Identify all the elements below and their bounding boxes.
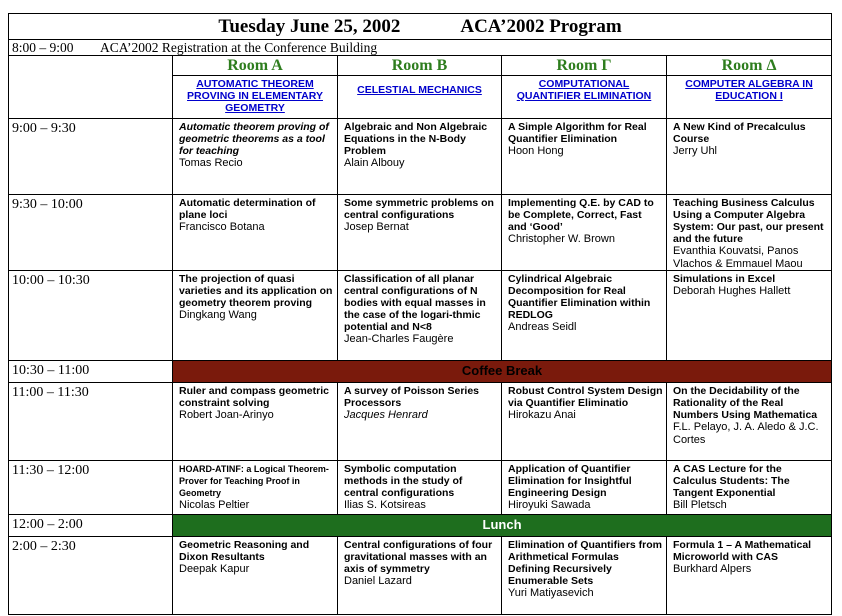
time-slot-label: 2:00 – 2:30 <box>9 537 173 615</box>
talk-author: Evanthia Kouvatsi, Panos Vlachos & Emmauel Maou <box>673 245 803 270</box>
talk-title: Application of Quantifier Elimination for Insightful Engineering Design <box>508 463 632 500</box>
talk-cell <box>173 537 338 615</box>
track-link-quantifier-elimination[interactable]: COMPUTATIONAL QUANTIFIER ELIMINATION <box>516 78 652 102</box>
talk-author: Jacques Henrard <box>344 409 428 422</box>
talk-author: Hiroyuki Sawada <box>508 499 591 512</box>
talk-title: The projection of quasi varieties and its application on geometry theorem proving <box>179 273 333 310</box>
talk-title: Simulations in Excel <box>673 273 776 285</box>
talk-author: Deepak Kapur <box>179 563 250 576</box>
program-table <box>8 13 832 615</box>
talk-cell <box>667 383 832 461</box>
registration-text: ACA’2002 Registration at the Conference Building <box>100 40 378 55</box>
talk-author: Tomas Recio <box>179 157 243 170</box>
talk-cell <box>667 195 832 271</box>
track-link-theorem-proving[interactable]: AUTOMATIC THEOREM PROVING IN ELEMENTARY GEOMETRY <box>187 78 323 114</box>
registration-time: 8:00 – 9:00 <box>12 40 74 55</box>
talk-cell <box>502 461 667 515</box>
talk-title: Elimination of Quantifiers from Arithmetical Formulas Defining Recursively Enumerable Sets <box>508 539 663 588</box>
empty-corner-cell <box>9 56 173 119</box>
talk-author: Andreas Seidl <box>508 321 577 334</box>
talk-cell <box>502 383 667 461</box>
talk-cell <box>338 119 502 195</box>
talk-cell <box>173 119 338 195</box>
lunch-break-banner: Lunch <box>173 515 832 537</box>
time-slot-row <box>9 271 832 361</box>
talk-title: Cylindrical Algebraic Decomposition for Real Quantifier Elimination within REDLOG <box>508 273 651 322</box>
talk-title: Central configurations of four gravitational masses with an axis of symmetry <box>344 539 493 576</box>
talk-author: Alain Albouy <box>344 157 405 170</box>
talk-author: Bill Pletsch <box>673 499 727 512</box>
talk-cell <box>667 461 832 515</box>
talk-title: HOARD-ATINF: a Logical Theorem-Prover for Teaching Proof in Geometry <box>179 464 329 499</box>
talk-author: Hoon Hong <box>508 145 564 158</box>
time-slot-row <box>9 195 832 271</box>
talk-cell <box>173 383 338 461</box>
time-slot-label: 9:00 – 9:30 <box>9 119 173 195</box>
talk-title: Some symmetric problems on central configurations <box>344 197 494 222</box>
talk-author: Hirokazu Anai <box>508 409 576 422</box>
time-slot-row <box>9 461 832 515</box>
time-slot-label: 9:30 – 10:00 <box>9 195 173 271</box>
talk-cell <box>502 119 667 195</box>
room-header-gamma: Room Γ <box>502 56 667 76</box>
talk-cell <box>338 271 502 361</box>
talk-title: Formula 1 – A Mathematical Microworld with CAS <box>673 539 812 564</box>
talk-author: Francisco Botana <box>179 221 265 234</box>
break-row <box>9 361 832 383</box>
room-header-delta: Room Δ <box>667 56 832 76</box>
track-link-celestial-mechanics[interactable]: CELESTIAL MECHANICS <box>357 84 482 96</box>
talk-title: Automatic theorem proving of geometric theorems as a tool for teaching <box>179 121 329 158</box>
track-cell <box>338 76 502 119</box>
talk-cell <box>173 461 338 515</box>
talk-title: A survey of Poisson Series Processors <box>344 385 479 410</box>
talk-author: Deborah Hughes Hallett <box>673 285 791 298</box>
date-heading: Tuesday June 25, 2002 <box>218 16 401 37</box>
talk-author: Dingkang Wang <box>179 309 257 322</box>
talk-title: On the Decidability of the Rationality of the Real Numbers Using Mathematica <box>673 385 818 422</box>
talk-cell <box>338 537 502 615</box>
room-header-a: Room A <box>173 56 338 76</box>
talk-cell <box>173 195 338 271</box>
talk-author: F.L. Pelayo, J. A. Aledo & J.C. Cortes <box>673 421 819 446</box>
talk-title: Implementing Q.E. by CAD to be Complete, Correct, Fast and ‘Good’ <box>508 197 654 234</box>
talk-title: Classification of all planar central configurations of N bodies with equal masses in the case of the logari-thmic potential and N<8 <box>344 273 486 334</box>
talk-title: Ruler and compass geometric constraint solving <box>179 385 329 410</box>
time-slot-label: 12:00 – 2:00 <box>9 515 173 537</box>
talk-cell <box>667 271 832 361</box>
talk-author: Robert Joan-Arinyo <box>179 409 274 422</box>
talk-author: Yuri Matiyasevich <box>508 587 594 600</box>
time-slot-label: 10:00 – 10:30 <box>9 271 173 361</box>
time-slot-row <box>9 383 832 461</box>
talk-cell <box>173 271 338 361</box>
talk-cell <box>502 271 667 361</box>
talk-cell <box>502 537 667 615</box>
talk-title: A Simple Algorithm for Real Quantifier Elimination <box>508 121 647 146</box>
talk-cell <box>338 195 502 271</box>
talk-author: Jerry Uhl <box>673 145 718 158</box>
time-slot-row <box>9 119 832 195</box>
registration-row <box>9 40 832 56</box>
talk-cell <box>502 195 667 271</box>
page-title <box>9 14 832 40</box>
talk-title: Automatic determination of plane loci <box>179 197 316 222</box>
program-heading: ACA’2002 Program <box>460 16 622 37</box>
room-header-b: Room B <box>338 56 502 76</box>
talk-title: Teaching Business Calculus Using a Computer Algebra System: Our past, our present and the future <box>673 197 824 246</box>
talk-title: Symbolic computation methods in the study of central configurations <box>344 463 463 500</box>
talk-title: Algebraic and Non Algebraic Equations in the N-Body Problem <box>344 121 488 158</box>
talk-author: Jean-Charles Faugère <box>344 333 454 346</box>
talk-cell <box>338 383 502 461</box>
talk-author: Nicolas Peltier <box>179 499 250 512</box>
track-cell <box>173 76 338 119</box>
time-slot-label: 11:00 – 11:30 <box>9 383 173 461</box>
talk-author: Ilias S. Kotsireas <box>344 499 426 512</box>
time-slot-label: 11:30 – 12:00 <box>9 461 173 515</box>
talk-cell <box>667 119 832 195</box>
time-slot-row <box>9 537 832 615</box>
coffee-break-banner: Coffee Break <box>173 361 832 383</box>
talk-author: Josep Bernat <box>344 221 409 234</box>
break-row <box>9 515 832 537</box>
talk-cell <box>338 461 502 515</box>
talk-author: Daniel Lazard <box>344 575 412 588</box>
talk-cell <box>667 537 832 615</box>
track-cell <box>667 76 832 119</box>
talk-author: Christopher W. Brown <box>508 233 615 246</box>
talk-title: A New Kind of Precalculus Course <box>673 121 806 146</box>
time-slot-label: 10:30 – 11:00 <box>9 361 173 383</box>
talk-title: Robust Control System Design via Quantifier Eliminatio <box>508 385 663 410</box>
talk-title: A CAS Lecture for the Calculus Students: The Tangent Exponential <box>673 463 790 500</box>
talk-author: Burkhard Alpers <box>673 563 752 576</box>
track-link-computer-algebra-education[interactable]: COMPUTER ALGEBRA IN EDUCATION I <box>685 78 813 102</box>
talk-title: Geometric Reasoning and Dixon Resultants <box>179 539 310 564</box>
track-cell <box>502 76 667 119</box>
